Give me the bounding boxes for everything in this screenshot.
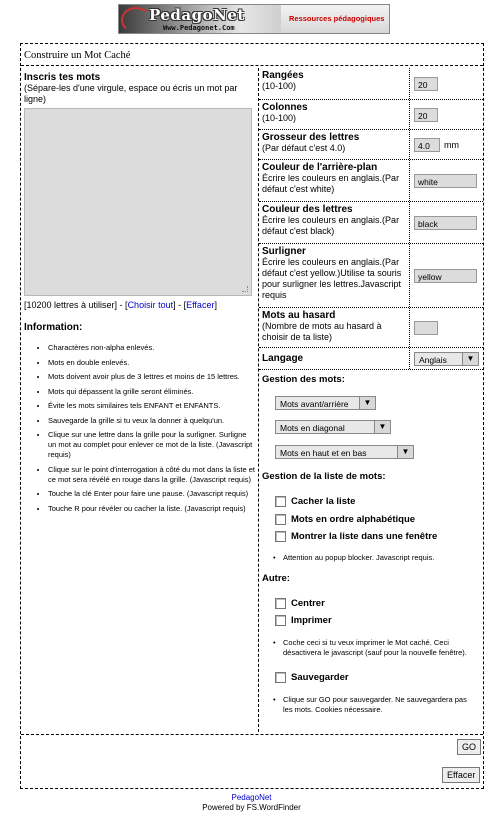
size-default: (Par défaut c'est 4.0) <box>262 143 346 153</box>
random-words-label: Mots au hasard <box>262 310 336 321</box>
bg-color-label: Couleur de l'arrière-plan <box>262 162 378 173</box>
fg-color-setting <box>259 202 483 244</box>
list-item: • Clique sur une lettre dans la grille pour la surligner. Surligne un mot au complet pour enlever ce mot de la liste. (Javascript requis) <box>48 430 255 460</box>
popup-note-text: Attention au popup blocker. Javascript requis. <box>283 553 435 562</box>
window-list-checkbox[interactable] <box>275 531 437 542</box>
language-setting <box>259 348 483 370</box>
print-note <box>273 638 473 658</box>
print-checkbox[interactable] <box>275 615 332 626</box>
alphabetical-checkbox[interactable] <box>275 514 415 525</box>
fg-color-hint: Écrire les couleurs en anglais.(Par défaut c'est black) <box>262 215 400 236</box>
logo-swoosh-icon <box>121 7 151 33</box>
list-item: • Touche la clé Enter pour faire une pause. (Javascript requis) <box>48 489 255 499</box>
builder-form <box>20 43 484 789</box>
page-title: Construire un Mot Caché <box>21 44 483 66</box>
words-panel <box>21 68 259 732</box>
list-item: • Évite les mots similaires tels ENFANT et ENFANTS. <box>48 401 255 411</box>
clear-link[interactable]: Effacer <box>186 300 215 310</box>
action-bar <box>21 734 483 788</box>
words-title: Inscris tes mots <box>24 72 101 83</box>
gestion-title: Gestion des mots: <box>262 374 345 385</box>
vertical-select-value: Mots en haut et en bas <box>280 448 367 458</box>
hide-list-checkbox[interactable] <box>275 496 355 507</box>
center-checkbox[interactable] <box>275 598 325 609</box>
vertical-select[interactable] <box>275 445 414 459</box>
counter-close: ] <box>214 300 217 310</box>
footer-link[interactable]: PedagoNet <box>231 793 272 802</box>
cols-input[interactable]: 20 <box>414 108 438 122</box>
chevron-down-icon: ▼ <box>397 446 413 458</box>
random-words-input[interactable] <box>414 321 438 335</box>
highlight-hint: Écrire les couleurs en anglais.(Par défaut c'est yellow.)Utilise ta souris pour surligner les lettres.Javascript requis <box>262 257 402 300</box>
highlight-input[interactable]: yellow <box>414 269 477 283</box>
hide-list-label: Cacher la liste <box>291 496 356 507</box>
gestion-section <box>259 370 483 732</box>
save-note-text: Clique sur GO pour sauvegarder. Ne sauvegardera pas les mots. Cookies nécessaire. <box>283 695 467 714</box>
highlight-label: Surligner <box>262 246 306 257</box>
fg-color-label: Couleur des lettres <box>262 204 353 215</box>
words-hint: (Sépare-les d'une virgule, espace ou écris un mot par ligne) <box>24 83 238 104</box>
bg-color-setting <box>259 160 483 202</box>
checkbox[interactable] <box>275 672 286 683</box>
checkbox[interactable] <box>275 531 286 542</box>
rows-range: (10-100) <box>262 81 297 91</box>
logo <box>119 5 281 34</box>
language-select-value: Anglais <box>419 354 447 365</box>
counter-text: [10200 lettres à utiliser] - [ <box>24 300 128 310</box>
highlight-setting <box>259 244 483 308</box>
info-list <box>24 343 255 514</box>
settings-panel <box>259 68 483 732</box>
list-item: • Touche R pour révéler ou cacher la liste. (Javascript requis) <box>48 504 255 514</box>
print-label: Imprimer <box>291 615 332 626</box>
rows-input[interactable]: 20 <box>414 77 438 91</box>
select-all-link[interactable]: Choisir tout <box>127 300 174 310</box>
checkbox[interactable] <box>275 514 286 525</box>
direction-select[interactable] <box>275 396 376 410</box>
language-select[interactable] <box>414 352 479 366</box>
checkbox[interactable] <box>275 496 286 507</box>
chevron-down-icon: ▼ <box>374 421 390 433</box>
cols-label: Colonnes <box>262 102 308 113</box>
footer-powered: Powered by FS.WordFinder <box>202 803 301 812</box>
window-list-label: Montrer la liste dans une fenêtre <box>291 531 438 542</box>
language-label: Langage <box>262 353 304 364</box>
save-note <box>273 695 473 715</box>
resize-grip-icon[interactable] <box>242 286 248 292</box>
chevron-down-icon: ▼ <box>462 353 478 365</box>
bg-color-input[interactable]: white <box>414 174 477 188</box>
list-item: • Mots qui dépassent la grille seront éliminés. <box>48 387 255 397</box>
logo-text: PedagoNet <box>149 6 245 24</box>
size-label: Grosseur des lettres <box>262 132 360 143</box>
letter-counter <box>24 300 255 310</box>
chevron-down-icon: ▼ <box>359 397 375 409</box>
cols-range: (10-100) <box>262 113 297 123</box>
cols-setting <box>259 100 483 130</box>
save-checkbox[interactable] <box>275 672 349 683</box>
rows-setting <box>259 68 483 100</box>
diagonal-select-value: Mots en diagonal <box>280 423 345 433</box>
size-setting <box>259 130 483 160</box>
bullet-icon: • <box>273 553 276 562</box>
popup-note <box>273 553 473 563</box>
checkbox[interactable] <box>275 598 286 609</box>
random-words-hint: (Nombre de mots au hasard à choisir de ta liste) <box>262 321 382 342</box>
list-item: • Charactères non-alpha enlevés. <box>48 343 255 353</box>
list-item: • Clique sur le point d'interrogation à côté du mot dans la liste et ce mot sera révélé en rouge dans la grille. (Javascript requis) <box>48 465 255 485</box>
go-button[interactable]: GO <box>457 739 481 755</box>
bullet-icon: • <box>273 695 276 704</box>
list-management-title: Gestion de la liste de mots: <box>262 471 386 482</box>
diagonal-select[interactable] <box>275 420 391 434</box>
bullet-icon: • <box>273 638 276 647</box>
size-unit: mm <box>444 139 459 150</box>
counter-sep: ] - [ <box>173 300 187 310</box>
bg-color-hint: Écrire les couleurs en anglais.(Par défaut c'est white) <box>262 173 400 194</box>
fg-color-input[interactable]: black <box>414 216 477 230</box>
alphabetical-label: Mots en ordre alphabétique <box>291 514 416 525</box>
save-label: Sauvegarder <box>291 672 349 683</box>
random-words-setting <box>259 308 483 348</box>
list-item: • Mots en double enlevés. <box>48 358 255 368</box>
direction-select-value: Mots avant/arrière <box>280 399 349 409</box>
autre-title: Autre: <box>262 573 290 584</box>
info-title: Information: <box>24 322 83 333</box>
site-banner[interactable] <box>118 4 390 34</box>
checkbox[interactable] <box>275 615 286 626</box>
size-input[interactable]: 4.0 <box>414 138 440 152</box>
center-label: Centrer <box>291 598 325 609</box>
list-item: • Sauvegarde la grille si tu veux la donner à quelqu'un. <box>48 416 255 426</box>
clear-button[interactable]: Effacer <box>442 767 480 783</box>
print-note-text: Coche ceci si tu veux imprimer le Mot caché. Ceci désactivera le javascript (sauf pour la nouvelle fenêtre). <box>283 638 467 657</box>
words-textarea[interactable] <box>24 108 252 296</box>
banner-tagline: Ressources pédagogiques <box>289 14 385 23</box>
list-item: • Mots doivent avoir plus de 3 lettres et moins de 15 lettres. <box>48 372 255 382</box>
rows-label: Rangées <box>262 70 304 81</box>
logo-subtext: Www.Pedagonet.Com <box>163 24 235 32</box>
